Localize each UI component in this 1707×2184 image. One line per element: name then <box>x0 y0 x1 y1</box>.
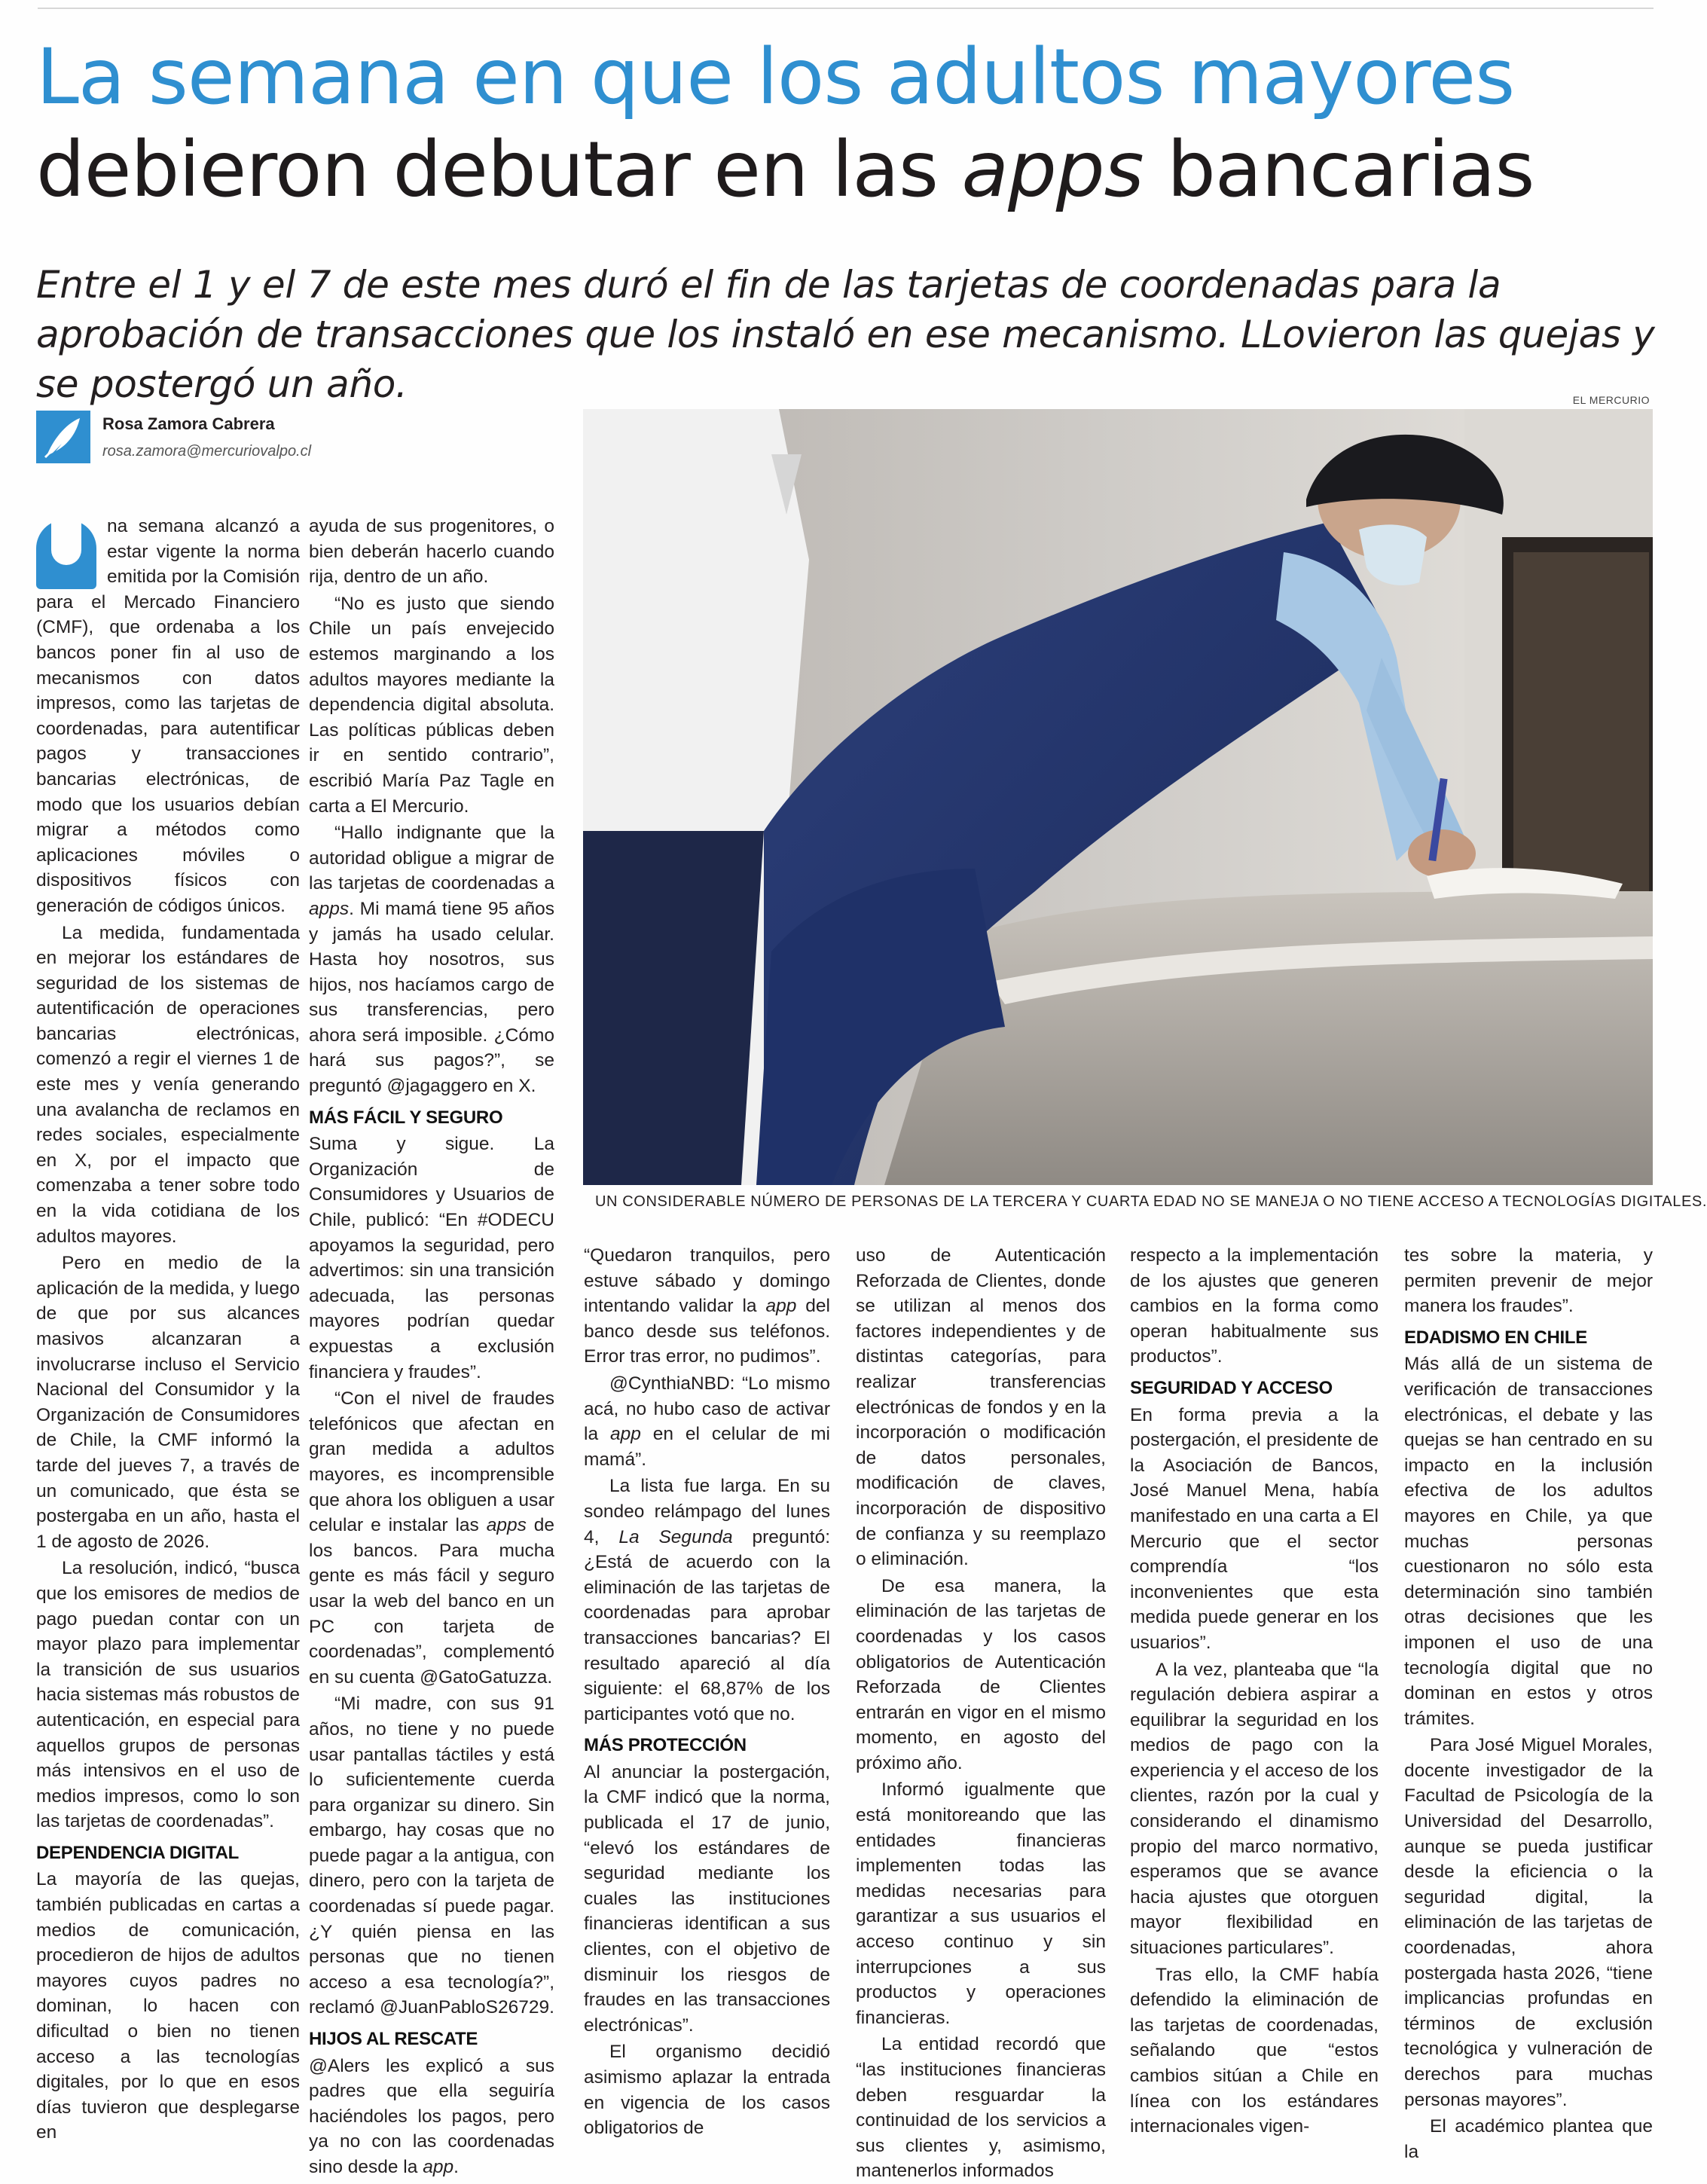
paragraph: Tras ello, la CMF había defendido la eliminación de las tarjetas de coordenadas, señalando que “estos cambios sitúan a Chile en línea con los estándares internacionales vigen- <box>1130 1964 1379 2137</box>
italic-run: apps <box>486 1515 527 1536</box>
headline-line-2-italic: apps <box>961 125 1144 215</box>
paragraph <box>584 1243 830 1370</box>
paragraph: Para José Miguel Morales, docente investigador de la Facultad de Psicología de la Universidad del Desarrollo, aunque se pueda justificar desde la eficiencia o la seguridad digital, la eliminación de las tarjetas de coordenadas, ahora postergada hasta 2026, “tiene implicancias profundas en términos de exclusión tecnológica y vulneración de derechos para muchas personas mayores”. <box>1404 1735 1653 2110</box>
paragraph: A la vez, planteaba que “la regulación debiera aspirar a equilibrar la seguridad en los medios de pago con la experiencia y el acceso de los clientes, razón por la cual y considerando el dinamismo propio del marco normativo, esperamos que se avance hacia ajustes que otorguen mayor flexibilidad en situaciones particulares”. <box>1130 1659 1379 1959</box>
body-column-5 <box>1130 1243 1379 2137</box>
paragraph: El organismo decidió asimismo aplazar la entrada en vigencia de los casos obligatorios de <box>584 2042 830 2139</box>
text-run: “Quedaron tranquilos, pero estuve sábado y domingo intentando validar la <box>584 1245 830 1317</box>
subhead-mas-facil-y-seguro: MÁS FÁCIL Y SEGURO <box>309 1107 503 1128</box>
paragraph: Más allá de un sistema de verificación de transacciones electrónicas, el debate y las quejas se han centrado en su impacto en la inclusión efectiva de los adultos mayores en Chile, ya que muchas personas cuestionaron no sólo esta determinación sino también otras decisiones que les imponen el uso de una tecnología digital que no dominan en estos y otros trámites. <box>1404 1354 1653 1729</box>
subhead-seguridad-y-acceso: SEGURIDAD Y ACCESO <box>1130 1377 1333 1398</box>
paragraph <box>309 2054 554 2180</box>
paragraph: Informó igualmente que está monitoreando que las entidades financieras implementen todas las medidas necesarias para garantizar a sus usuarios el acceso continuo y sin interrupciones a sus productos y operaciones financieras. <box>856 1779 1106 2028</box>
text-run: de los bancos. Para mucha gente es más fácil y seguro usar la web del banco en un PC con tarjeta de coordenadas”, complementó en su cuenta @GatoGatuzza. <box>309 1515 554 1688</box>
author-name: Rosa Zamora Cabrera <box>102 414 275 433</box>
text-run: preguntó: ¿Está de acuerdo con la eliminación de las tarjetas de coordenadas para aprobar transacciones bancarias? El resultado apareció al día siguiente: el 68,87% de los participantes votó que no. <box>584 1526 830 1724</box>
headline-line-2-end: bancarias <box>1143 125 1534 215</box>
author-email[interactable]: rosa.zamora@mercuriovalpo.cl <box>102 443 312 460</box>
paragraph: En forma previa a la postergación, el presidente de la Asociación de Bancos, José Manuel Mena, había manifestado en una carta a El Mercurio que el sector comprendía “los inconvenientes que esta medida puede generar en los usuarios”. <box>1130 1404 1379 1653</box>
paragraph <box>584 1371 830 1472</box>
subhead-mas-proteccion: MÁS PROTECCIÓN <box>584 1735 747 1756</box>
italic-run: app <box>765 1296 797 1317</box>
deck-subtitle: Entre el 1 y el 7 de este mes duró el fin de las tarjetas de coordenadas para la aprobación de transacciones que los instaló en ese mecanismo. LLovieron las quejas y se postergó un año. <box>36 263 1655 406</box>
paragraph: La resolución, indicó, “busca que los emisores de medios de pago puedan contar con un mayor plazo para implementar la transición de sus usuarios hacia sistemas más robustos de autenticación, en especial para aquellos grupos de personas más intensivos en el uso de medios impresos, como lo son las tarjetas de coordenadas”. <box>36 1558 300 1832</box>
body-column-3 <box>584 1243 830 2139</box>
text-run: La lista fue larga. En su sondeo relámpago del lunes 4, <box>584 1476 830 1547</box>
text-run: “Hallo indignante que la autoridad obligue a migrar de las tarjetas de coordenadas a <box>309 823 554 894</box>
paragraph: “Mi madre, con sus 91 años, no tiene y no puede usar pantallas táctiles y está lo suficientemente cuerda para organizar su dinero. Sin embargo, hay cosas que no puede pagar a la antigua, con dinero, pero con la tarjeta de coordenadas sí puede pagar. ¿Y quién piensa en las personas que no tienen acceso a esa tecnología?”, reclamó @JuanPabloS26729. <box>309 1694 554 2018</box>
subhead-edadismo-en-chile: EDADISMO EN CHILE <box>1404 1327 1587 1348</box>
text-run: . <box>453 2157 459 2177</box>
body-column-6 <box>1404 1243 1653 2162</box>
paragraph: Pero en medio de la aplicación de la medida, y luego de que por sus alcances masivos alcanzaran a involucrarse incluso el Servicio Nacional del Consumidor y la Organización de Consumidores de Chile, la CMF informó la tarde del jueves 7, a través de un comunicado, que ésta se postergaba en un año, hasta el 1 de agosto de 2026. <box>36 1253 300 1552</box>
body-column-1 <box>36 514 300 2143</box>
headline-line-2-start: debieron debutar en las <box>36 125 962 215</box>
paragraph: Al anunciar la postergación, la CMF indicó que la norma, publicada el 17 de junio, “elevó los estándares de seguridad mediante los cuales las instituciones financieras identifican a sus clientes, con el objetivo de disminuir los riesgos de fraudes en las transacciones electrónicas”. <box>584 1761 830 2036</box>
paragraph: De esa manera, la eliminación de las tarjetas de coordenadas y los casos obligatorios de Autenticación Reforzada de Clientes entrarán en vigor en el mismo momento, en agosto del próximo año. <box>856 1575 1106 1773</box>
paragraph <box>309 1386 554 1690</box>
top-rule <box>38 8 1654 9</box>
paragraph: La medida, fundamentada en mejorar los estándares de seguridad de los sistemas de autentificación de operaciones bancarias electrónicas, comenzó a regir el viernes 1 de este mes y venía generando una avalancha de reclamos en redes sociales, especialmente en X, por el impacto que comenzaba a tener sobre todo en la vida cotidiana de los adultos mayores. <box>36 922 300 1247</box>
paragraph: Suma y sigue. La Organización de Consumidores y Usuarios de Chile, publicó: “En #ODECU apoyamos la seguridad, pero advertimos: sin una transición adecuada, las personas mayores podrían quedar expuestas a exclusión financiera y fraudes”. <box>309 1134 554 1382</box>
text-run: @CynthiaNBD: “Lo mismo acá, no hubo caso de activar la <box>584 1373 830 1445</box>
text-run: @Alers les explicó a sus padres que ella seguiría haciéndoles los pagos, pero ya no con las coordenadas sino desde la <box>309 2055 554 2177</box>
paragraph <box>309 820 554 1099</box>
headline-line-1: La semana en que los adultos mayores <box>36 32 1515 122</box>
italic-run: La Segunda <box>618 1526 733 1547</box>
subhead-hijos-al-rescate: HIJOS AL RESCATE <box>309 2029 478 2050</box>
paragraph: na semana alcanzó a estar vigente la norma emitida por la Comisión para el Mercado Financiero (CMF), que ordenaba a los bancos poner fin al uso de mecanismos con datos impresos, como las tarjetas de coordenadas, para autentificar pagos y transacciones bancarias electrónicas, de modo que los usuarios debían migrar a métodos como aplicaciones móviles o dispositivos físicos con generación de códigos únicos. <box>36 516 300 916</box>
text-run: del banco desde sus teléfonos. Error tras error, no pudimos”. <box>584 1296 830 1367</box>
body-column-4 <box>856 1243 1106 2182</box>
photo-elderly-man-bank-counter <box>583 409 1653 1185</box>
text-run: “Con el nivel de fraudes telefónicos que afectan en gran medida a adultos mayores, es incomprensible que ahora los obliguen a usar celular e instalar las <box>309 1388 554 1536</box>
dropcap-u <box>36 520 96 589</box>
paragraph: “No es justo que siendo Chile un país envejecido estemos marginando a los adultos mayores mediante la dependencia digital absoluta. Las políticas públicas deben ir en sentido contrario”, escribió María Paz Tagle en carta a El Mercurio. <box>309 593 554 817</box>
paragraph: La mayoría de las quejas, también publicadas en cartas a medios de comunicación, procedieron de hijos de adultos mayores cuyos padres no dominan, lo hacen con dificultad o bien no tienen acceso a las tecnologías digitales, por lo que en esos días tuvieron que desplegarse en <box>36 1869 300 2143</box>
body-column-2 <box>309 514 554 2177</box>
paragraph: ayuda de sus progenitores, o bien deberán hacerlo cuando rija, dentro de un año. <box>309 516 554 588</box>
text-run: en el celular de mi mamá”. <box>584 1424 830 1470</box>
paragraph: El académico plantea que la <box>1404 2116 1653 2162</box>
paragraph: respecto a la implementación de los ajustes que generen cambios en la forma como operan habitualmente sus productos”. <box>1130 1245 1379 1367</box>
paragraph: tes sobre la materia, y permiten prevenir de mejor manera los fraudes”. <box>1404 1245 1653 1317</box>
paragraph: La entidad recordó que “las instituciones financieras deben resguardar la continuidad de los servicios a sus clientes y, asimismo, mantenerlos informados <box>856 2034 1106 2182</box>
feather-icon <box>36 411 90 463</box>
italic-run: apps <box>309 898 350 919</box>
headline-line-2 <box>36 127 1663 213</box>
photo-caption: UN CONSIDERABLE NÚMERO DE PERSONAS DE LA TERCERA Y CUARTA EDAD NO SE MANEJA O NO TIENE ACCESO A TECNOLOGÍAS DIGITALES. <box>595 1193 1707 1210</box>
paragraph <box>584 1474 830 1727</box>
paragraph: uso de Autenticación Reforzada de Clientes, donde se utilizan al menos dos factores independientes y de distintas categorías, para realizar transferencias electrónicas de fondos y en la incorporación o modificación de datos personales, modificación de claves, incorporación de dispositivo de confianza y su reemplazo o eliminación. <box>856 1245 1106 1570</box>
italic-run: app <box>609 1424 641 1445</box>
text-run: . Mi mamá tiene 95 años y jamás ha usado celular. Hasta hoy nosotros, sus hijos, nos hacíamos cargo de sus transferencias, pero ahora será imposible. ¿Cómo hará sus pagos?”, se preguntó @jagaggero en X. <box>309 898 554 1097</box>
photo-credit: EL MERCURIO <box>1572 394 1650 406</box>
subhead-dependencia-digital: DEPENDENCIA DIGITAL <box>36 1842 239 1863</box>
italic-run: app <box>423 2157 454 2177</box>
